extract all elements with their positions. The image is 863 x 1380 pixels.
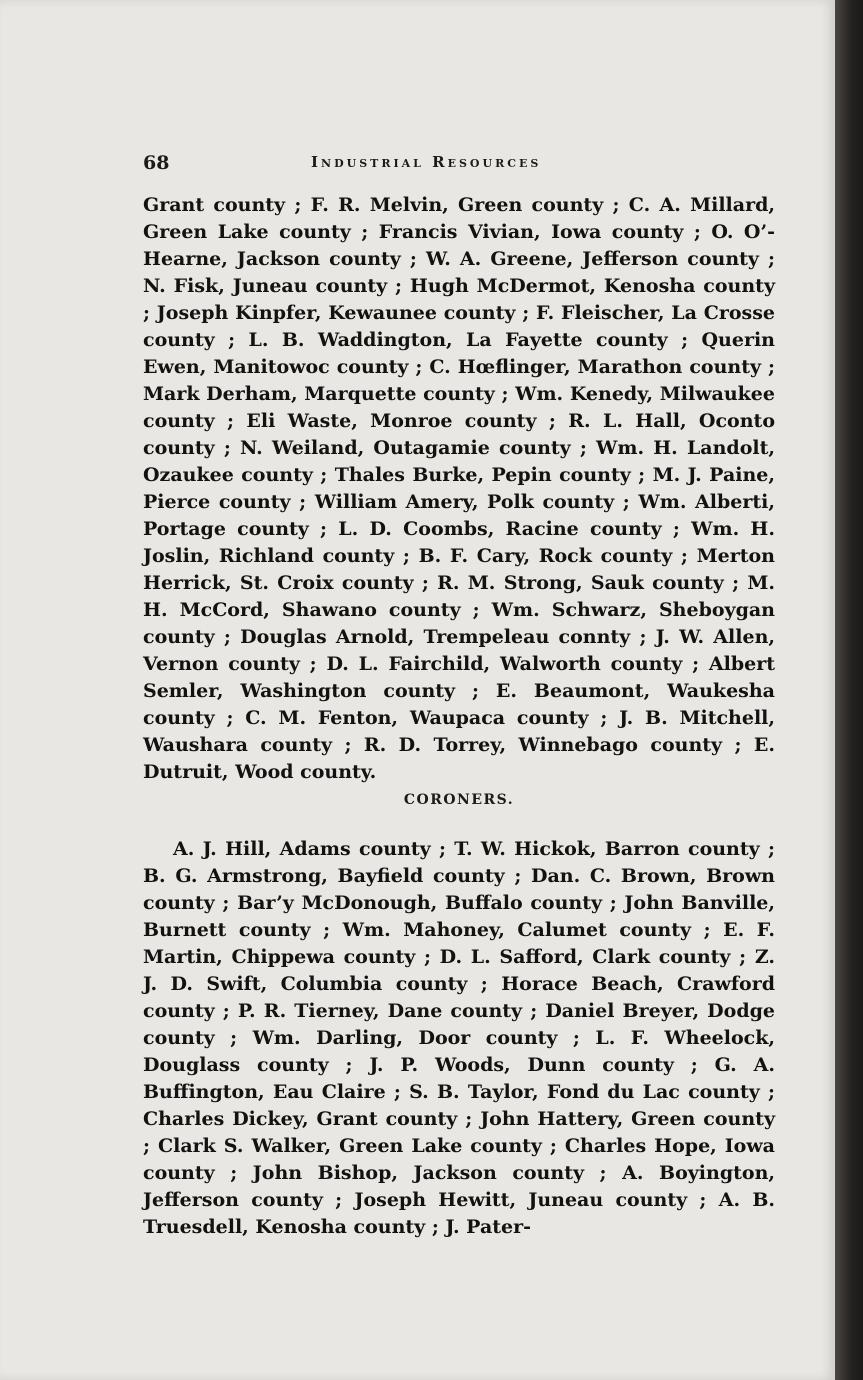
paragraph-county-officers-continued: Grant county ; F. R. Melvin, Green county ; C. A. Millard, Green Lake county ; Francis Vivian, Iowa county ; O. O’-Hearne, Jackson county ; W. A. Greene, Jefferson county ; N. Fisk, Juneau county ; Hugh McDermot, Kenosha county ; Joseph Kinpfer, Kewaunee county ; F. Fleischer, La Crosse county ; L. B. Waddington, La Fayette county ; Querin Ewen, Manitowoc county ; C. Hœflinger, Marathon county ; Mark Derham, Marquette county ; Wm. Kenedy, Milwaukee county ; Eli Waste, Monroe county ; R. L. Hall, Oconto county ; N. Weiland, Outagamie county ; Wm. H. Landolt, Ozaukee county ; Thales Burke, Pepin county ; M. J. Paine, Pierce county ; William Amery, Polk county ; Wm. Alberti, Portage county ; L. D. Coombs, Racine county ; Wm. H. Joslin, Richland county ; B. F. Cary, Rock county ; Merton Herrick, St. Croix county ; R. M. Strong, Sauk county ; M. H. McCord, Shawano county ; Wm. Schwarz, Sheboygan county ; Douglas Arnold, Trempeleau connty ; J. W. Allen, Vernon county ; D. L. Fairchild, Walworth county ; Albert Semler, Washington county ; E. Beaumont, Waukesha county ; C. M. Fenton, Waupaca county ; J. B. Mitchell, Waushara county ; R. D. Torrey, Winnebago county ; E. Dutruit, Wood county. — [143, 194, 775, 783]
paragraph-coroners: A. J. Hill, Adams county ; T. W. Hickok, Barron county ; B. G. Armstrong, Bayfield county ; Dan. C. Brown, Brown county ; Bar’y McDonough, Buffalo county ; John Banville, Burnett county ; Wm. Mahoney, Calumet county ; E. F. Martin, Chippewa county ; D. L. Safford, Clark county ; Z. J. D. Swift, Columbia county ; Horace Beach, Crawford county ; P. R. Tierney, Dane county ; Daniel Breyer, Dodge county ; Wm. Darling, Door county ; L. F. Wheelock, Douglass county ; J. P. Woods, Dunn county ; G. A. Buffington, Eau Claire ; S. B. Taylor, Fond du Lac county ; Charles Dickey, Grant county ; John Hattery, Green county ; Clark S. Walker, Green Lake county ; Charles Hope, Iowa county ; John Bishop, Jackson county ; A. Boyington, Jefferson county ; Joseph Hewitt, Juneau county ; A. B. Truesdell, Kenosha county ; J. Pater- — [143, 838, 775, 1238]
page-header — [143, 150, 783, 176]
running-head: Industrial Resources — [311, 153, 542, 171]
section-heading-coroners: CORONERS. — [403, 792, 515, 808]
book-spine-edge — [835, 0, 863, 1380]
page-number: 68 — [143, 152, 170, 174]
